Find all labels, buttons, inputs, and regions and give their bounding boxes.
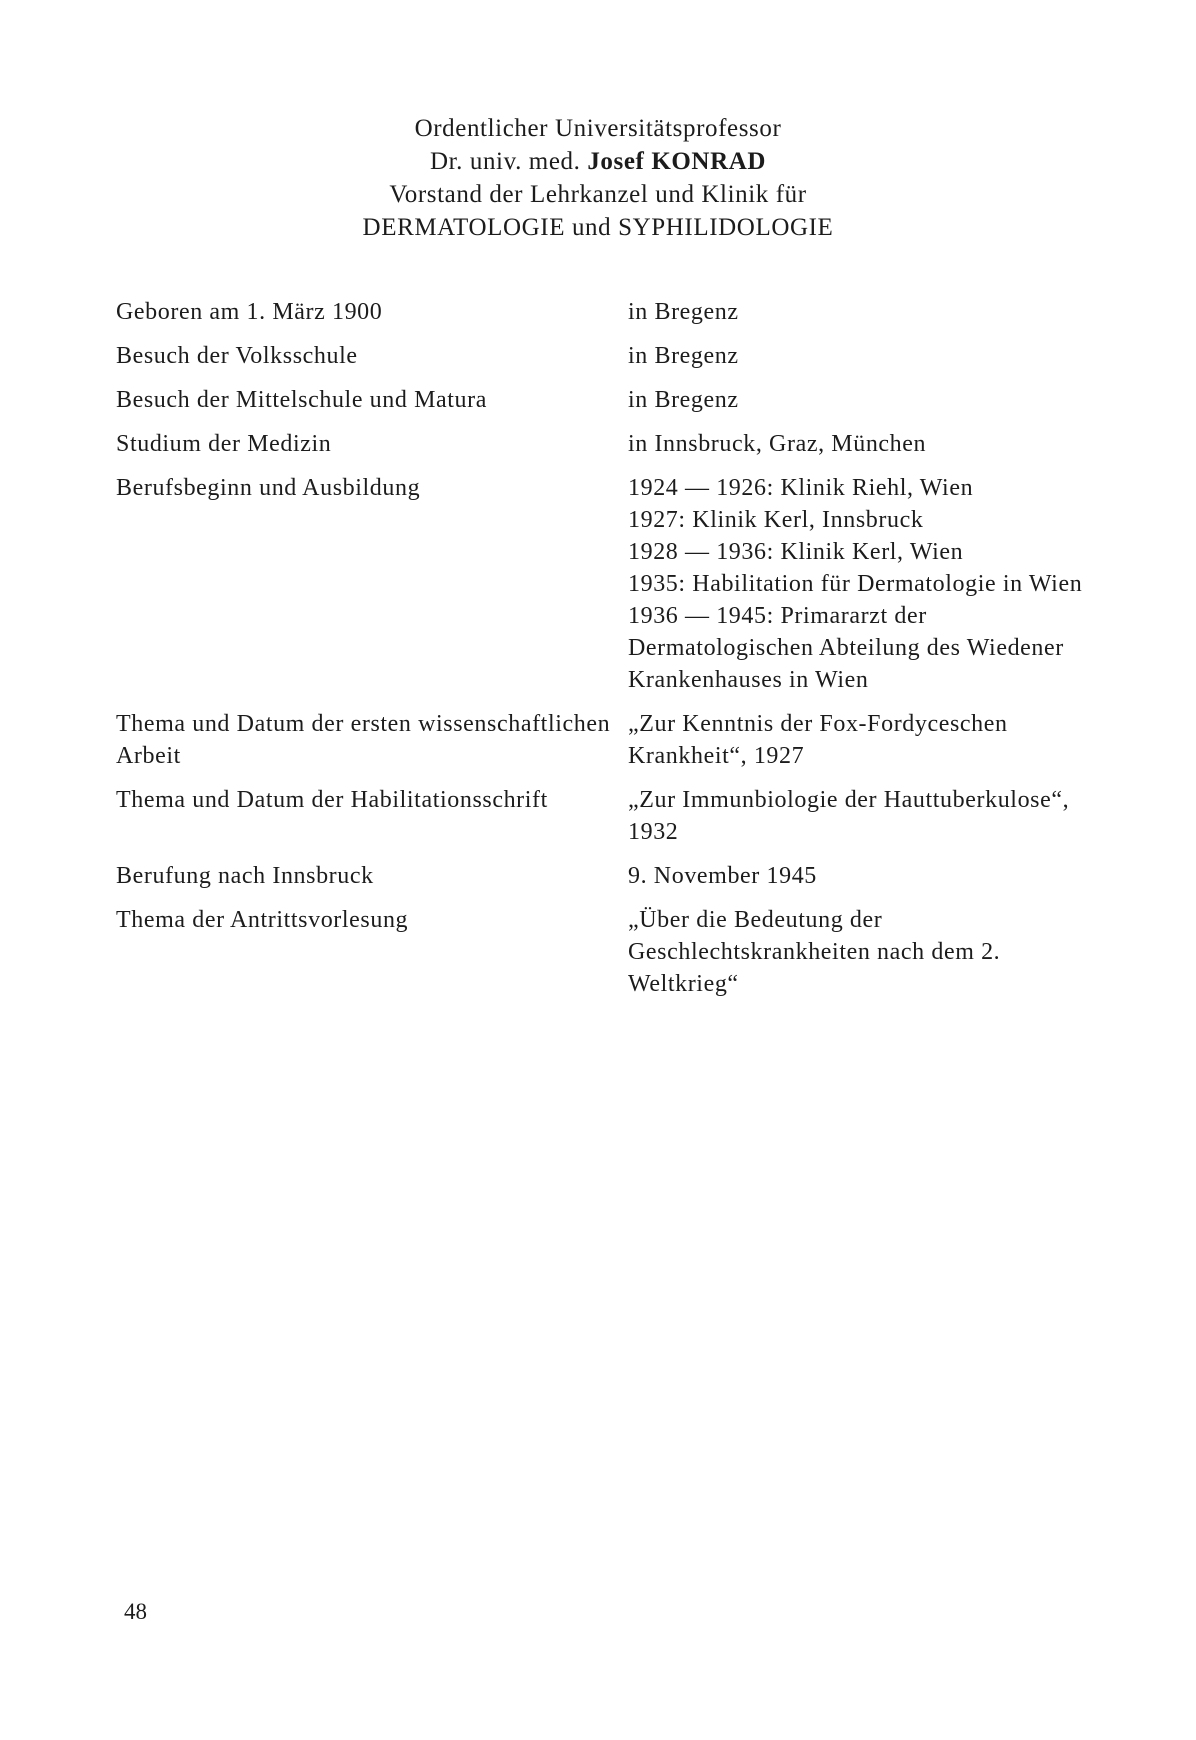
cv-value-line: in Innsbruck, Graz, München <box>628 431 927 457</box>
cv-row-label: Studium der Medizin <box>116 431 332 457</box>
cv-row <box>116 784 1116 848</box>
cv-row <box>116 384 1116 416</box>
cv-row <box>116 472 1116 696</box>
professor-position: Ordentlicher Universitätsprofessor <box>414 115 782 142</box>
page-header <box>0 112 1196 244</box>
cv-row <box>116 708 1116 772</box>
cv-row-value <box>628 384 1116 416</box>
cv-value-line: in Bregenz <box>628 387 739 413</box>
professor-name-line <box>0 145 1196 178</box>
cv-row <box>116 340 1116 372</box>
cv-row-value <box>628 472 1116 696</box>
cv-value-line: 1924 — 1926: Klinik Riehl, Wien <box>628 475 974 501</box>
cv-value-line: 1927: Klinik Kerl, Innsbruck <box>628 507 924 533</box>
cv-row-label: Geboren am 1. März 1900 <box>116 299 383 325</box>
cv-row-label: Besuch der Mittelschule und Matura <box>116 387 487 413</box>
cv-value-line: „Zur Immunbiologie der Hauttuberkulose“, 1932 <box>628 787 1070 845</box>
cv-row-value <box>628 784 1116 848</box>
cv-row-label: Berufsbeginn und Ausbildung <box>116 475 421 501</box>
department-name: DERMATOLOGIE und SYPHILIDOLOGIE <box>362 214 834 241</box>
cv-value-line: 1928 — 1936: Klinik Kerl, Wien <box>628 539 964 565</box>
cv-row-value <box>628 428 1116 460</box>
cv-row-label: Besuch der Volksschule <box>116 343 358 369</box>
cv-row <box>116 296 1116 328</box>
cv-value-line: 1936 — 1945: Primararzt der Dermatologischen Abteilung des Wiedener Krankenhauses in Wien <box>628 603 1064 693</box>
cv-value-line: 9. November 1945 <box>628 863 817 889</box>
page-number: 48 <box>124 1599 147 1624</box>
cv-table <box>116 296 1116 1012</box>
cv-row-label: Berufung nach Innsbruck <box>116 863 374 889</box>
cv-row <box>116 428 1116 460</box>
cv-value-line: in Bregenz <box>628 343 739 369</box>
cv-row-value <box>628 904 1116 1000</box>
title-prefix: Dr. univ. med. <box>429 148 581 175</box>
cv-row-value <box>628 708 1116 772</box>
cv-row-value <box>628 340 1116 372</box>
cv-row-label: Thema der Antrittsvorlesung <box>116 907 409 933</box>
cv-row-value <box>628 296 1116 328</box>
cv-value-line: in Bregenz <box>628 299 739 325</box>
cv-row-value <box>628 860 1116 892</box>
cv-row <box>116 904 1116 1000</box>
professor-name: Josef KONRAD <box>587 148 767 175</box>
cv-row <box>116 860 1116 892</box>
cv-value-line: „Über die Bedeutung der Geschlechtskrankheiten nach dem 2. Weltkrieg“ <box>628 907 1001 997</box>
cv-value-line: 1935: Habilitation für Dermatologie in Wien <box>628 571 1083 597</box>
cv-row-label: Thema und Datum der ersten wissenschaftlichen Arbeit <box>116 711 611 769</box>
cv-value-line: „Zur Kenntnis der Fox-Fordyceschen Krankheit“, 1927 <box>628 711 1008 769</box>
cv-row-label: Thema und Datum der Habilitationsschrift <box>116 787 548 813</box>
professor-role: Vorstand der Lehrkanzel und Klinik für <box>389 181 807 208</box>
